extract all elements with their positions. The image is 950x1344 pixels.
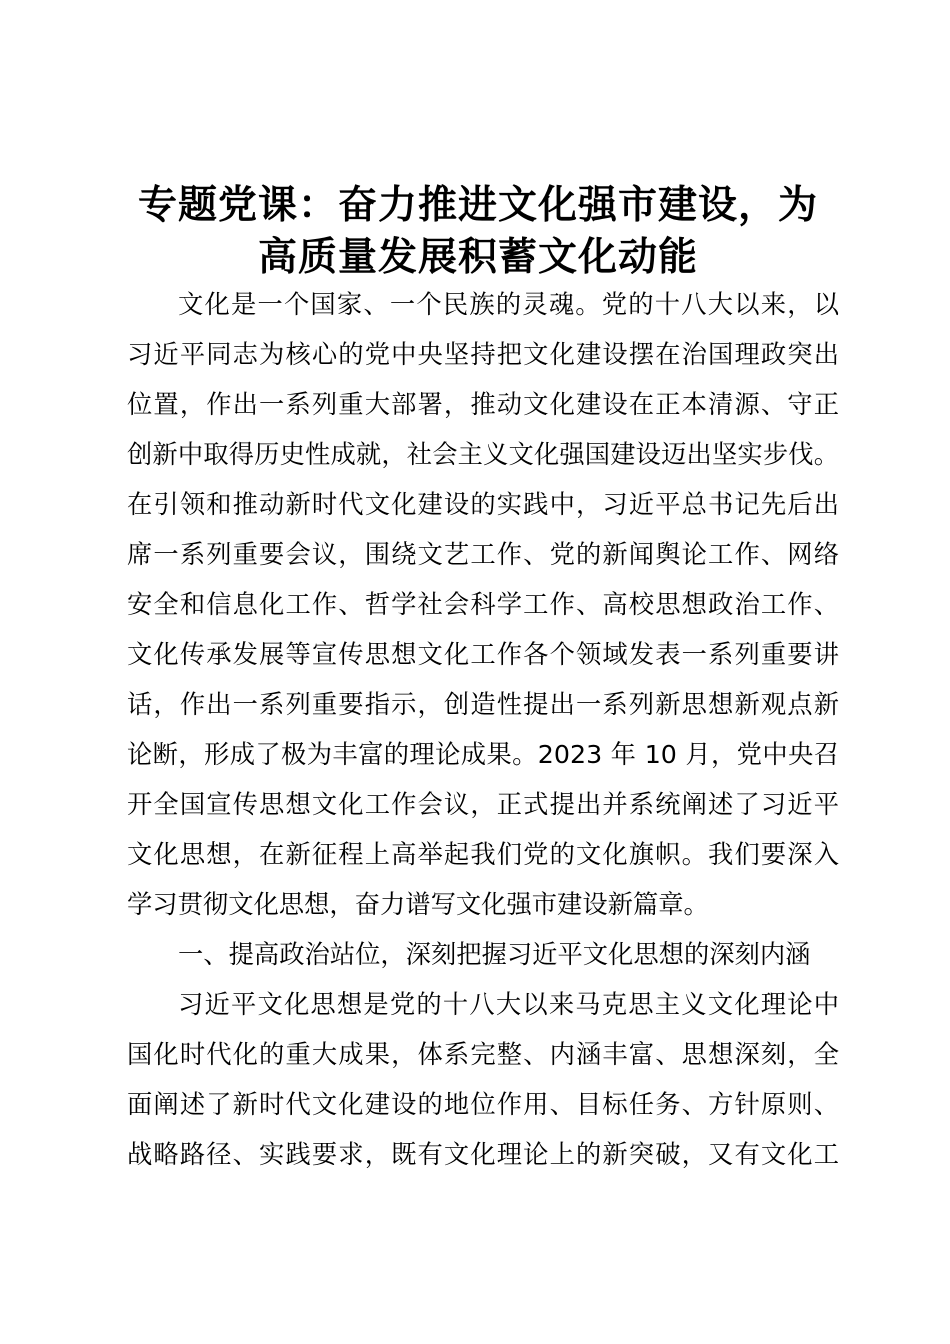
title-line-2: 高质量发展积蓄文化动能 [257, 235, 698, 280]
paragraph-line: 国化时代化的重大成果，体系完整、内涵丰富、思想深刻，全 [127, 1040, 839, 1069]
paragraph-line: 席一系列重要会议，围绕文艺工作、党的新闻舆论工作、网络 [127, 540, 839, 569]
title-line-1: 专题党课：奋力推进文化强市建设，为 [137, 183, 818, 228]
paragraph-line: 文化是一个国家、一个民族的灵魂。党的十八大以来，以 [178, 290, 839, 319]
paragraph-line: 文化传承发展等宣传思想文化工作各个领域发表一系列重要讲 [127, 640, 839, 669]
paragraph-line: 文化思想，在新征程上高举起我们党的文化旗帜。我们要深入 [127, 840, 839, 869]
paragraph-line: 论断，形成了极为丰富的理论成果。2023 年 10 月，党中央召 [127, 740, 839, 769]
paragraph-line: 在引领和推动新时代文化建设的实践中，习近平总书记先后出 [127, 490, 839, 519]
section-heading: 一、提高政治站位，深刻把握习近平文化思想的深刻内涵 [178, 940, 811, 969]
paragraph-line: 创新中取得历史性成就，社会主义文化强国建设迈出坚实步伐。 [127, 440, 839, 469]
paragraph-line: 安全和信息化工作、哲学社会科学工作、高校思想政治工作、 [127, 590, 839, 619]
paragraph-line: 面阐述了新时代文化建设的地位作用、目标任务、方针原则、 [127, 1090, 839, 1119]
paragraph-line: 战略路径、实践要求，既有文化理论上的新突破，又有文化工 [127, 1140, 839, 1169]
document-title [118, 180, 838, 284]
paragraph-line: 习近平文化思想是党的十八大以来马克思主义文化理论中 [178, 990, 839, 1019]
paragraph-line: 开全国宣传思想文化工作会议，正式提出并系统阐述了习近平 [127, 790, 839, 819]
paragraph-line: 位置，作出一系列重大部署，推动文化建设在正本清源、守正 [127, 390, 839, 419]
paragraph-2 [127, 980, 839, 1180]
document-body [127, 280, 839, 1180]
paragraph-line: 学习贯彻文化思想，奋力谱写文化强市建设新篇章。 [127, 890, 709, 919]
paragraph-1 [127, 280, 839, 930]
paragraph-line: 话，作出一系列重要指示，创造性提出一系列新思想新观点新 [127, 690, 839, 719]
paragraph-line: 习近平同志为核心的党中央坚持把文化建设摆在治国理政突出 [127, 340, 839, 369]
